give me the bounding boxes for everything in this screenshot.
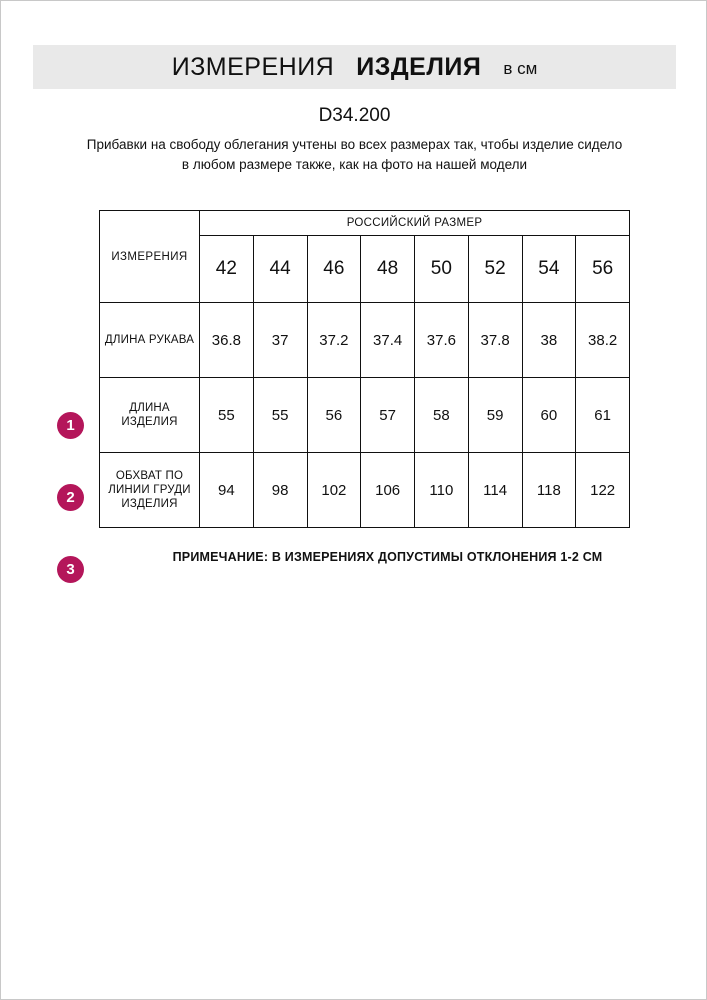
cell-length-42: 55 [200,378,254,453]
size-header-44: 44 [253,236,307,303]
header-title-measurements: ИЗМЕРЕНИЯ [171,52,335,81]
size-header-56: 56 [576,236,630,303]
table-header-group-row [100,211,630,236]
footer-note: ПРИМЕЧАНИЕ: В ИЗМЕРЕНИЯХ ДОПУСТИМЫ ОТКЛОНЕНИЯ 1-2 СМ [172,550,603,565]
cell-sleeve-56: 38.2 [576,303,630,378]
row-label-chest-girth: ОБХВАТ ПО ЛИНИИ ГРУДИ ИЗДЕЛИЯ [100,453,200,528]
article-code: D34.200 [318,105,391,126]
table-row [100,378,630,453]
cell-sleeve-48: 37.4 [361,303,415,378]
cell-chest-52: 114 [468,453,522,528]
row-bullet-3: 3 [57,556,84,583]
size-header-52: 52 [468,236,522,303]
cell-length-46: 56 [307,378,361,453]
table-row [100,453,630,528]
cell-chest-48: 106 [361,453,415,528]
page-header-band [33,45,676,89]
row-label-sleeve-length: ДЛИНА РУКАВА [100,303,200,378]
cell-chest-46: 102 [307,453,361,528]
cell-sleeve-44: 37 [253,303,307,378]
size-header-46: 46 [307,236,361,303]
cell-sleeve-46: 37.2 [307,303,361,378]
cell-sleeve-50: 37.6 [415,303,469,378]
header-units-label: в см [503,59,538,78]
cell-length-44: 55 [253,378,307,453]
size-table-wrapper [33,210,676,579]
header-title-product: ИЗДЕЛИЯ [356,52,482,81]
cell-sleeve-42: 36.8 [200,303,254,378]
size-header-42: 42 [200,236,254,303]
size-header-48: 48 [361,236,415,303]
cell-chest-42: 94 [200,453,254,528]
cell-chest-54: 118 [522,453,576,528]
row-bullet-2: 2 [57,484,84,511]
cell-chest-56: 122 [576,453,630,528]
cell-sleeve-52: 37.8 [468,303,522,378]
cell-length-50: 58 [415,378,469,453]
cell-length-48: 57 [361,378,415,453]
cell-length-54: 60 [522,378,576,453]
size-header-50: 50 [415,236,469,303]
cell-chest-50: 110 [415,453,469,528]
size-table [99,210,630,528]
measurements-column-header: ИЗМЕРЕНИЯ [100,211,200,303]
row-label-product-length: ДЛИНА ИЗДЕЛИЯ [100,378,200,453]
cell-length-56: 61 [576,378,630,453]
size-header-54: 54 [522,236,576,303]
row-bullet-1: 1 [57,412,84,439]
cell-length-52: 59 [468,378,522,453]
cell-chest-44: 98 [253,453,307,528]
intro-note: Прибавки на свободу облегания учтены во всех размерах так, чтобы изделие сидело в любом размере также, как на фото на нашей модели [86,137,623,172]
size-group-header: РОССИЙСКИЙ РАЗМЕР [200,211,630,236]
table-row [100,303,630,378]
content-container [33,45,676,579]
cell-sleeve-54: 38 [522,303,576,378]
